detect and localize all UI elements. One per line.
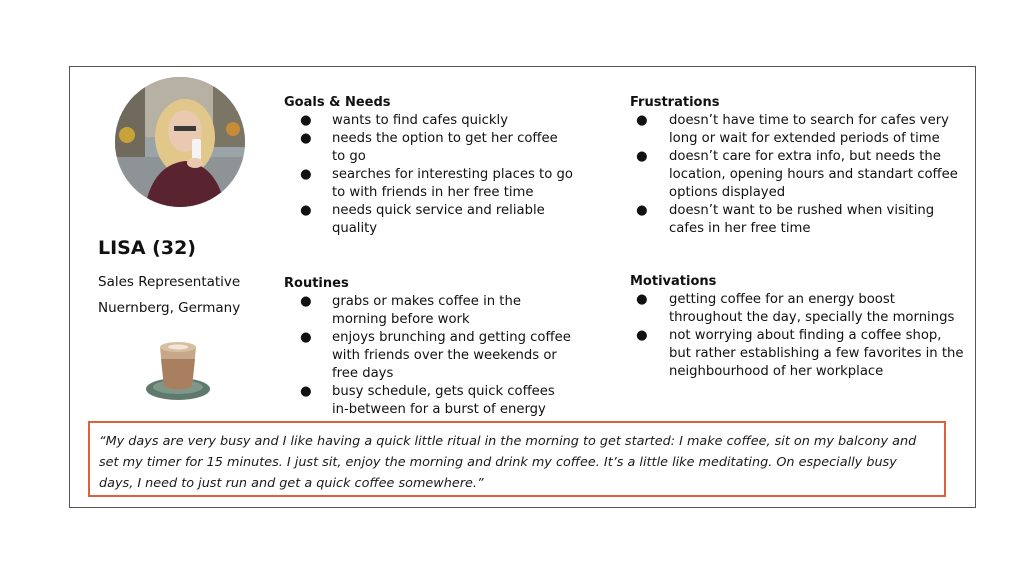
bullet-icon: ● <box>300 131 312 146</box>
list-item <box>284 329 574 383</box>
bullet-icon: ● <box>636 292 648 307</box>
list-item-text: doesn’t have time to search for cafes very long or wait for extended periods of time <box>669 113 949 146</box>
bullet-icon: ● <box>300 113 312 128</box>
persona-quote: “My days are very busy and I like having a quick little ritual in the morning to get started: I make coffee, sit on my balcony and set my timer for 15 minutes. I just sit, enjoy the morning and drink my coffee. It’s a little like meditating. On especially busy days, I need to just run and get a quick coffee somewhere.” <box>88 421 946 497</box>
bullet-icon: ● <box>636 113 648 128</box>
list-item <box>284 166 574 202</box>
list-item-text: doesn’t want to be rushed when visiting cafes in her free time <box>669 203 935 236</box>
list-item-text: enjoys brunching and getting coffee with friends over the weekends or free days <box>332 330 571 381</box>
list-item-text: needs the option to get her coffee to go <box>332 131 558 164</box>
list-item <box>284 202 574 238</box>
routines-list <box>284 293 574 419</box>
routines-section <box>284 276 574 419</box>
frustrations-list <box>630 112 965 238</box>
list-item-text: not worrying about finding a coffee shop, but rather establishing a few favorites in the neighbourhood of her workplace <box>669 328 964 379</box>
persona-name: LISA (32) <box>98 237 196 259</box>
list-item-text: needs quick service and reliable quality <box>332 203 545 236</box>
bullet-icon: ● <box>636 203 648 218</box>
list-item <box>630 112 965 148</box>
motivations-title: Motivations <box>630 274 717 289</box>
list-item-text: getting coffee for an energy boost throughout the day, specially the mornings <box>669 292 955 325</box>
list-item-text: searches for interesting places to go to with friends in her free time <box>332 167 573 200</box>
goals-list <box>284 112 574 238</box>
bullet-icon: ● <box>300 384 312 399</box>
bullet-icon: ● <box>300 167 312 182</box>
frustrations-section <box>630 95 965 238</box>
list-item-text: busy schedule, gets quick coffees in-between for a burst of energy <box>332 384 555 417</box>
routines-title: Routines <box>284 276 349 291</box>
motivations-list <box>630 291 965 381</box>
bullet-icon: ● <box>636 328 648 343</box>
list-item <box>284 293 574 329</box>
persona-location: Nuernberg, Germany <box>98 300 241 316</box>
list-item-text: doesn’t care for extra info, but needs the location, opening hours and standart coffee options displayed <box>669 149 958 200</box>
goals-title: Goals & Needs <box>284 95 391 110</box>
persona-card <box>69 66 976 508</box>
motivations-section <box>630 274 965 381</box>
list-item <box>630 291 965 327</box>
list-item <box>284 112 574 130</box>
list-item <box>630 327 965 381</box>
bullet-icon: ● <box>300 330 312 345</box>
coffee-cup-icon <box>142 339 214 403</box>
bullet-icon: ● <box>300 203 312 218</box>
persona-photo <box>115 77 245 207</box>
bullet-icon: ● <box>300 294 312 309</box>
bullet-icon: ● <box>636 149 648 164</box>
persona-role: Sales Representative <box>98 274 241 290</box>
list-item <box>284 130 574 166</box>
list-item <box>630 148 965 202</box>
list-item-text: wants to find cafes quickly <box>332 113 509 128</box>
frustrations-title: Frustrations <box>630 95 720 110</box>
list-item <box>630 202 965 238</box>
goals-section <box>284 95 574 238</box>
list-item-text: grabs or makes coffee in the morning before work <box>332 294 521 327</box>
list-item <box>284 383 574 419</box>
